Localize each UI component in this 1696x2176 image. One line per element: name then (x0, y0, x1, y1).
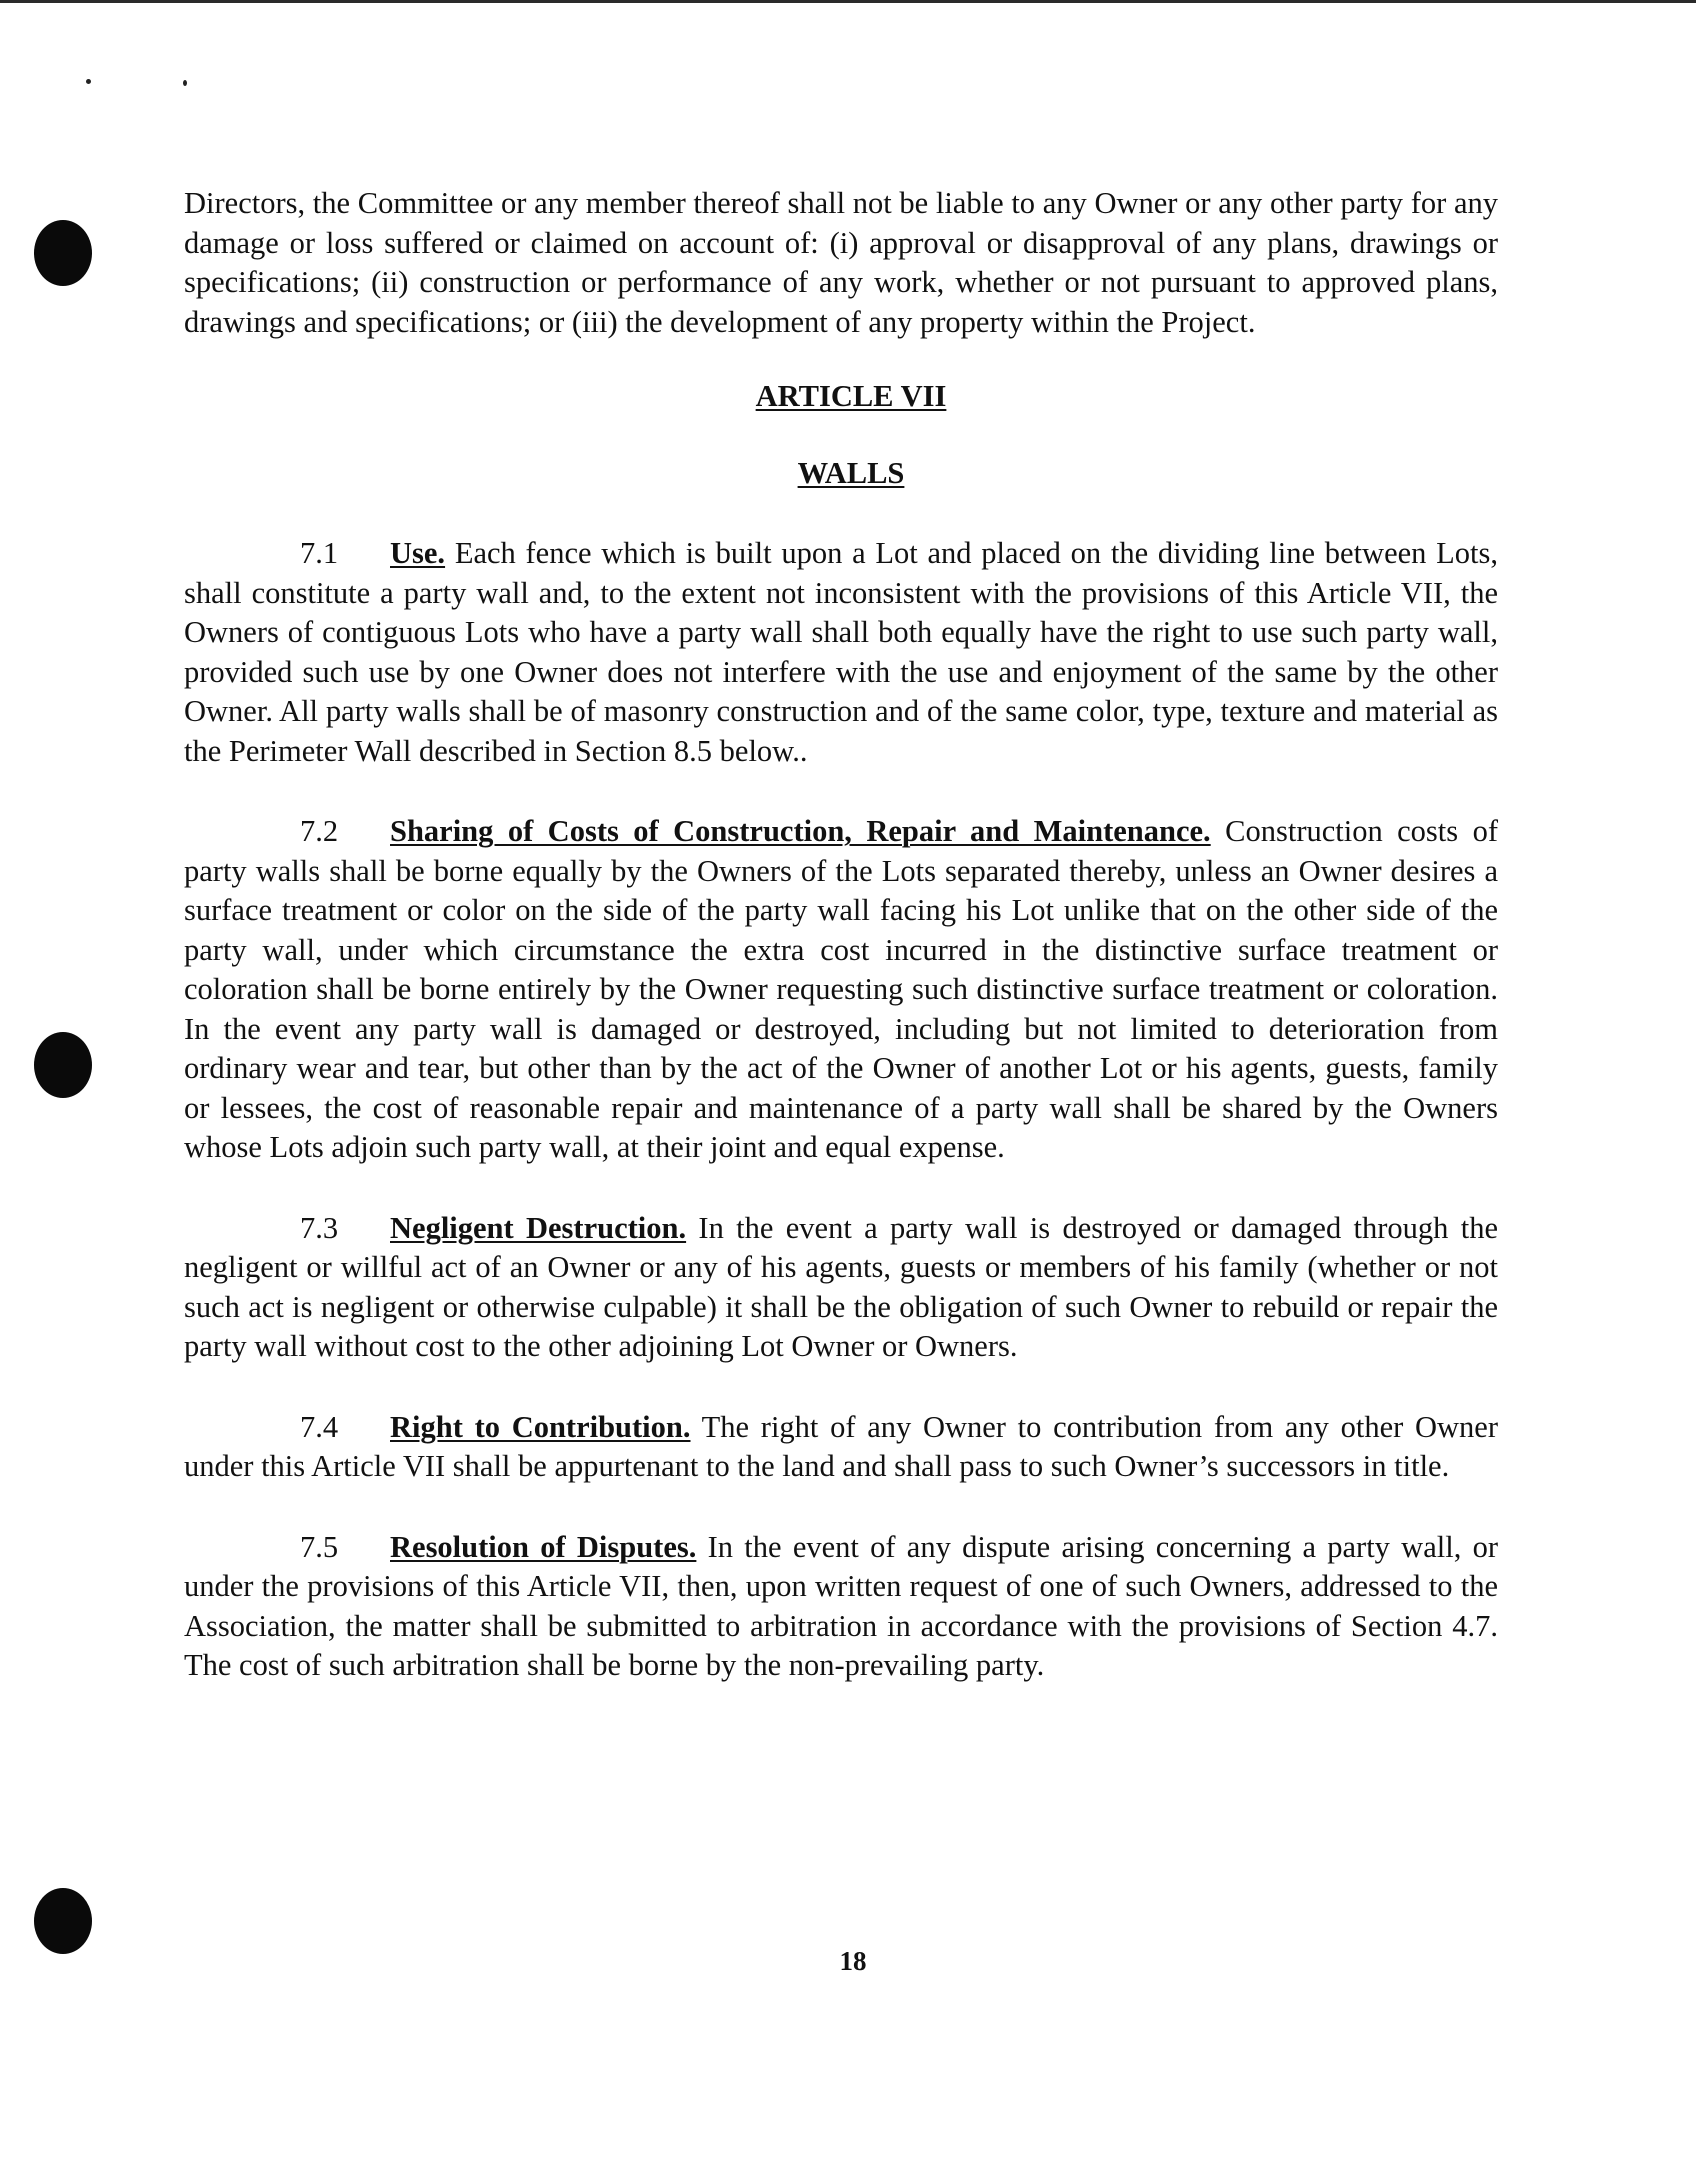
scan-top-edge (0, 0, 1696, 3)
section-7-3 (184, 1209, 1498, 1367)
section-title: Sharing of Costs of Construction, Repair and Maintenance. (390, 814, 1211, 848)
section-title: Right to Contribution. (390, 1409, 691, 1444)
section-number: 7.4 (300, 1409, 339, 1444)
punch-hole-bottom (34, 1888, 92, 1954)
section-7-2 (184, 812, 1498, 1168)
section-title: Negligent Destruction. (390, 1210, 687, 1245)
section-number: 7.2 (300, 814, 339, 848)
article-subheading: WALLS (797, 455, 905, 490)
section-title: Resolution of Disputes. (390, 1529, 697, 1564)
document-body (184, 184, 1498, 1686)
section-text: The right of any Owner to contribution from any other Owner under this Article VII shall be appurtenant to the land and shall pass to such Owner’s successors in title. (184, 1409, 1499, 1483)
section-text: In the event a party wall is destroyed or damaged through the negligent or willful act of an Owner or any of his agents, guests or members of his family (whether or not such act is negligent or otherwise culpable) it shall be the obligation of such Owner to rebuild or repair the party wall without cost to the other adjoining Lot Owner or Owners. (184, 1210, 1498, 1363)
section-title: Use. (390, 536, 446, 570)
section-text: Construction costs of party walls shall be borne equally by the Owners of the Lots separated thereby, unless an Owner desires a surface treatment or color on the side of the party wall facing his Lot unlike that on the other side of the party wall, under which circumstance the extra cost incurred in the distinctive surface treatment or coloration shall be borne entirely by the Owner requesting such distinctive surface treatment or coloration. In the event any party wall is damaged or destroyed, including but not limited to deterioration from ordinary wear and tear, but other than by the act of the Owner of another Lot or his agents, guests, family or lessees, the cost of reasonable repair and maintenance of a party wall shall be shared by the Owners whose Lots adjoin such party wall, at their joint and equal expense. (184, 814, 1498, 1164)
section-text: Each fence which is built upon a Lot and placed on the dividing line between Lots, shall constitute a party wall and, to the extent not inconsistent with the provisions of this Article VII, the Owners of contiguous Lots who have a party wall shall both equally have the right to use such party wall, provided such use by one Owner does not interfere with the use and enjoyment of the same by the other Owner. All party walls shall be of masonry construction and of the same color, type, texture and material as the Perimeter Wall described in Section 8.5 below.. (184, 536, 1498, 768)
intro-paragraph: Directors, the Committee or any member thereof shall not be liable to any Owner or any other party for any damage or loss suffered or claimed on account of: (i) approval or disapproval of any plans, drawings or specifications; (ii) construction or performance of any work, whether or not pursuant to approved plans, drawings and specifications; or (iii) the development of any property within the Project. (184, 186, 1498, 339)
section-text: In the event of any dispute arising concerning a party wall, or under the provisions of this Article VII, then, upon written request of one of such Owners, addressed to the Association, the matter shall be submitted to arbitration in accordance with the provisions of Section 4.7. The cost of such arbitration shall be borne by the non-prevailing party. (184, 1529, 1498, 1682)
scan-speck (86, 79, 91, 84)
section-number: 7.1 (300, 536, 339, 570)
punch-hole-top (34, 220, 92, 286)
section-number: 7.3 (300, 1210, 339, 1245)
article-heading: ARTICLE VII (755, 379, 947, 413)
punch-hole-middle (34, 1032, 92, 1098)
section-number: 7.5 (300, 1529, 339, 1564)
section-7-1 (184, 534, 1498, 771)
page-number: 18 (839, 1946, 867, 1976)
section-7-4 (184, 1408, 1498, 1487)
section-7-5 (184, 1528, 1498, 1686)
scan-speck (183, 80, 187, 86)
